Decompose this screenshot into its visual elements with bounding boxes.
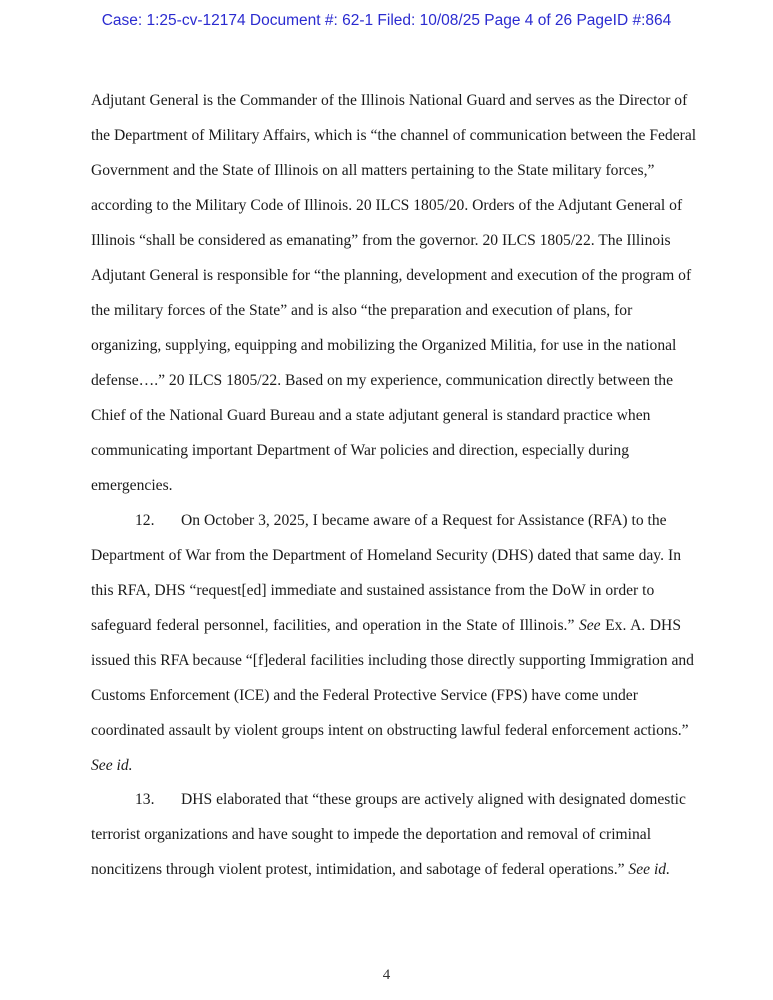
- body-line: Government and the State of Illinois on all matters pertaining to the State military forces,”: [91, 162, 655, 179]
- body-line: Department of War from the Department of Homeland Security (DHS) dated that same day. In: [91, 547, 681, 564]
- body-line: defense….” 20 ILCS 1805/22. Based on my experience, communication directly between the: [91, 372, 673, 389]
- body-line: coordinated assault by violent groups intent on obstructing lawful federal enforcement actions.”: [91, 722, 689, 739]
- body-line-with-citation: [91, 616, 681, 636]
- body-line: Customs Enforcement (ICE) and the Federal Protective Service (FPS) have come under: [91, 687, 638, 704]
- citation: See id.: [628, 861, 670, 878]
- body-text: safeguard federal personnel, facilities, and operation in the State of Illinois.”: [91, 617, 579, 634]
- body-line: Adjutant General is the Commander of the Illinois National Guard and serves as the Director of: [91, 92, 688, 109]
- paragraph-12-first-line: [91, 511, 667, 531]
- citation-signal: See: [578, 617, 601, 634]
- body-line: terrorist organizations and have sought to impede the deportation and removal of criminal: [91, 826, 652, 843]
- case-filing-header: Case: 1:25-cv-12174 Document #: 62-1 Filed: 10/08/25 Page 4 of 26 PageID #:864: [101, 12, 672, 29]
- body-line: communicating important Department of War policies and direction, especially during: [91, 442, 630, 459]
- citation: See id.: [91, 757, 133, 774]
- body-line: Chief of the National Guard Bureau and a state adjutant general is standard practice when: [91, 407, 651, 424]
- paragraph-text: On October 3, 2025, I became aware of a Request for Assistance (RFA) to the: [181, 512, 667, 529]
- page-number: 4: [382, 967, 391, 983]
- body-line: the military forces of the State” and is also “the preparation and execution of plans, for: [91, 302, 633, 319]
- body-text: Ex. A. DHS: [600, 617, 681, 634]
- paragraph-number: 13.: [135, 791, 155, 808]
- paragraph-13-first-line: [91, 790, 686, 810]
- body-line: organizing, supplying, equipping and mobilizing the Organized Militia, for use in the national: [91, 337, 677, 354]
- citation-line: [91, 756, 133, 776]
- body-line: Adjutant General is responsible for “the planning, development and execution of the program of: [91, 267, 692, 284]
- body-line: issued this RFA because “[f]ederal facilities including those directly supporting Immigration and: [91, 652, 694, 669]
- body-line: the Department of Military Affairs, which is “the channel of communication between the Federal: [91, 127, 697, 144]
- body-line: according to the Military Code of Illinois. 20 ILCS 1805/20. Orders of the Adjutant General of: [91, 197, 683, 214]
- paragraph-text: DHS elaborated that “these groups are actively aligned with designated domestic: [181, 791, 686, 808]
- body-line: this RFA, DHS “request[ed] immediate and sustained assistance from the DoW in order to: [91, 582, 655, 599]
- body-line-with-citation: [91, 860, 670, 880]
- body-line: Illinois “shall be considered as emanating” from the governor. 20 ILCS 1805/22. The Illinois: [91, 232, 671, 249]
- paragraph-number: 12.: [135, 512, 155, 529]
- body-text: noncitizens through violent protest, intimidation, and sabotage of federal operations.”: [91, 861, 629, 878]
- body-line: emergencies.: [91, 477, 173, 494]
